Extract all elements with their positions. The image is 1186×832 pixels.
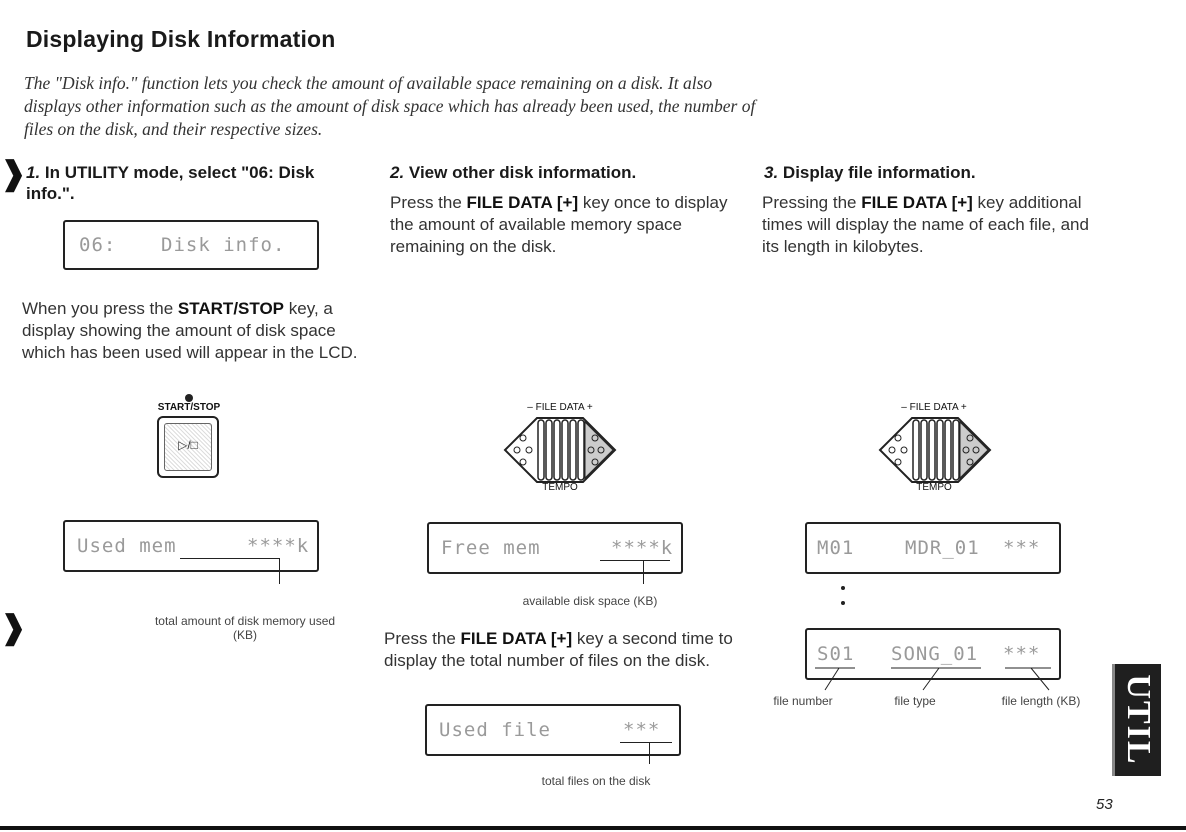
caption-file-type: file type: [894, 694, 936, 708]
caption-used-file: total files on the disk: [541, 774, 651, 788]
key-name: START/STOP: [177, 299, 285, 318]
play-stop-icon: ▷/□: [178, 438, 198, 452]
lcd-text: ***: [1003, 537, 1041, 559]
body-text-part: Press the: [384, 629, 461, 648]
lcd-disk-info: [63, 220, 319, 270]
step1-number: 1.: [26, 163, 41, 182]
lcd-file-m01: [805, 522, 1061, 574]
caption-free-mem: available disk space (KB): [522, 594, 658, 608]
step3-number: 3.: [764, 163, 779, 182]
lcd-text: ***: [1003, 643, 1041, 665]
lcd-text: S01: [817, 643, 855, 665]
lcd-text: MDR_01: [905, 537, 980, 559]
caption-used-mem: total amount of disk memory used (KB): [154, 614, 336, 642]
callout-line: [180, 558, 280, 559]
lcd-used-mem: [63, 520, 319, 572]
file-data-dial-icon[interactable]: [870, 414, 1000, 486]
callout-line: [643, 560, 644, 584]
ellipsis-dot: [841, 601, 845, 605]
dial-label-bottom: TEMPO: [542, 482, 578, 493]
lcd-used-file: [425, 704, 681, 756]
start-stop-label: START/STOP: [157, 402, 221, 413]
lcd-text: ****k: [247, 535, 310, 557]
body-text-part: key a second time to display the total number of files on the disk.: [384, 629, 733, 670]
callout-line: [620, 742, 672, 743]
step3-heading-text: Display file information.: [782, 163, 976, 182]
section-tab[interactable]: [1112, 664, 1161, 776]
lcd-text: Free mem: [441, 537, 541, 559]
step3-heading: [764, 162, 1104, 183]
ellipsis-dot: [841, 586, 845, 590]
lcd-text: SONG_01: [891, 643, 979, 665]
body-text-part: Press the: [390, 193, 467, 212]
callout-lines: [805, 662, 1061, 694]
lcd-text: Used file: [439, 719, 551, 741]
lcd-text: Disk info.: [161, 234, 286, 256]
body-text-part: key, a display showing the amount of disk space which has been used will appear in the LCD.: [22, 299, 358, 362]
body-text-part: When you press the: [22, 299, 178, 318]
page-number: 53: [1096, 796, 1113, 813]
body-text-part: Pressing the: [762, 193, 862, 212]
callout-line: [649, 742, 650, 764]
step1-body: [22, 298, 362, 364]
body-text-part: key once to display the amount of available memory space remaining on the disk.: [390, 193, 728, 256]
section-tab-label: UTIL: [1120, 674, 1157, 766]
indicator-dot-icon: [185, 394, 193, 402]
body-text-part: key additional times will display the name of each file, and its length in kilobytes.: [762, 193, 1089, 256]
step2-heading-text: View other disk information.: [408, 163, 637, 182]
step1-heading: [26, 162, 366, 204]
step2-body-2: [384, 628, 734, 672]
key-name: FILE DATA [+]: [861, 193, 973, 212]
dial-label-top: – FILE DATA +: [527, 402, 593, 413]
key-name: FILE DATA [+]: [466, 193, 579, 212]
callout-line: [279, 558, 280, 584]
step2-heading: [390, 162, 740, 183]
start-stop-button[interactable]: [157, 416, 219, 478]
margin-mark-icon: ❱: [0, 609, 27, 645]
page-title: Displaying Disk Information: [26, 26, 336, 52]
margin-mark-icon: ❱: [0, 155, 27, 191]
lcd-text: Used mem: [77, 535, 177, 557]
step3-body: [762, 192, 1106, 258]
file-data-dial-icon[interactable]: [495, 414, 625, 486]
dial-label-top: – FILE DATA +: [901, 402, 967, 413]
lcd-text: 06:: [79, 234, 117, 256]
caption-file-number: file number: [773, 694, 833, 708]
lcd-free-mem: [427, 522, 683, 574]
lcd-text: ***: [623, 719, 661, 741]
step1-heading-text: In UTILITY mode, select "06: Disk info.".: [26, 163, 315, 203]
bottom-rule: [0, 826, 1186, 830]
step2-body: [390, 192, 738, 258]
caption-file-length: file length (KB): [1001, 694, 1081, 708]
callout-line: [600, 560, 670, 561]
intro-paragraph: The "Disk info." function lets you check the amount of available space remaining on a disk. It also displays other information such as the amount of disk space which has already been used, the number of files on the disk, and their respective sizes.: [24, 73, 756, 139]
lcd-text: M01: [817, 537, 855, 559]
key-name: FILE DATA [+]: [460, 629, 573, 648]
dial-label-bottom: TEMPO: [916, 482, 952, 493]
step2-number: 2.: [390, 163, 405, 182]
lcd-text: ****k: [611, 537, 674, 559]
